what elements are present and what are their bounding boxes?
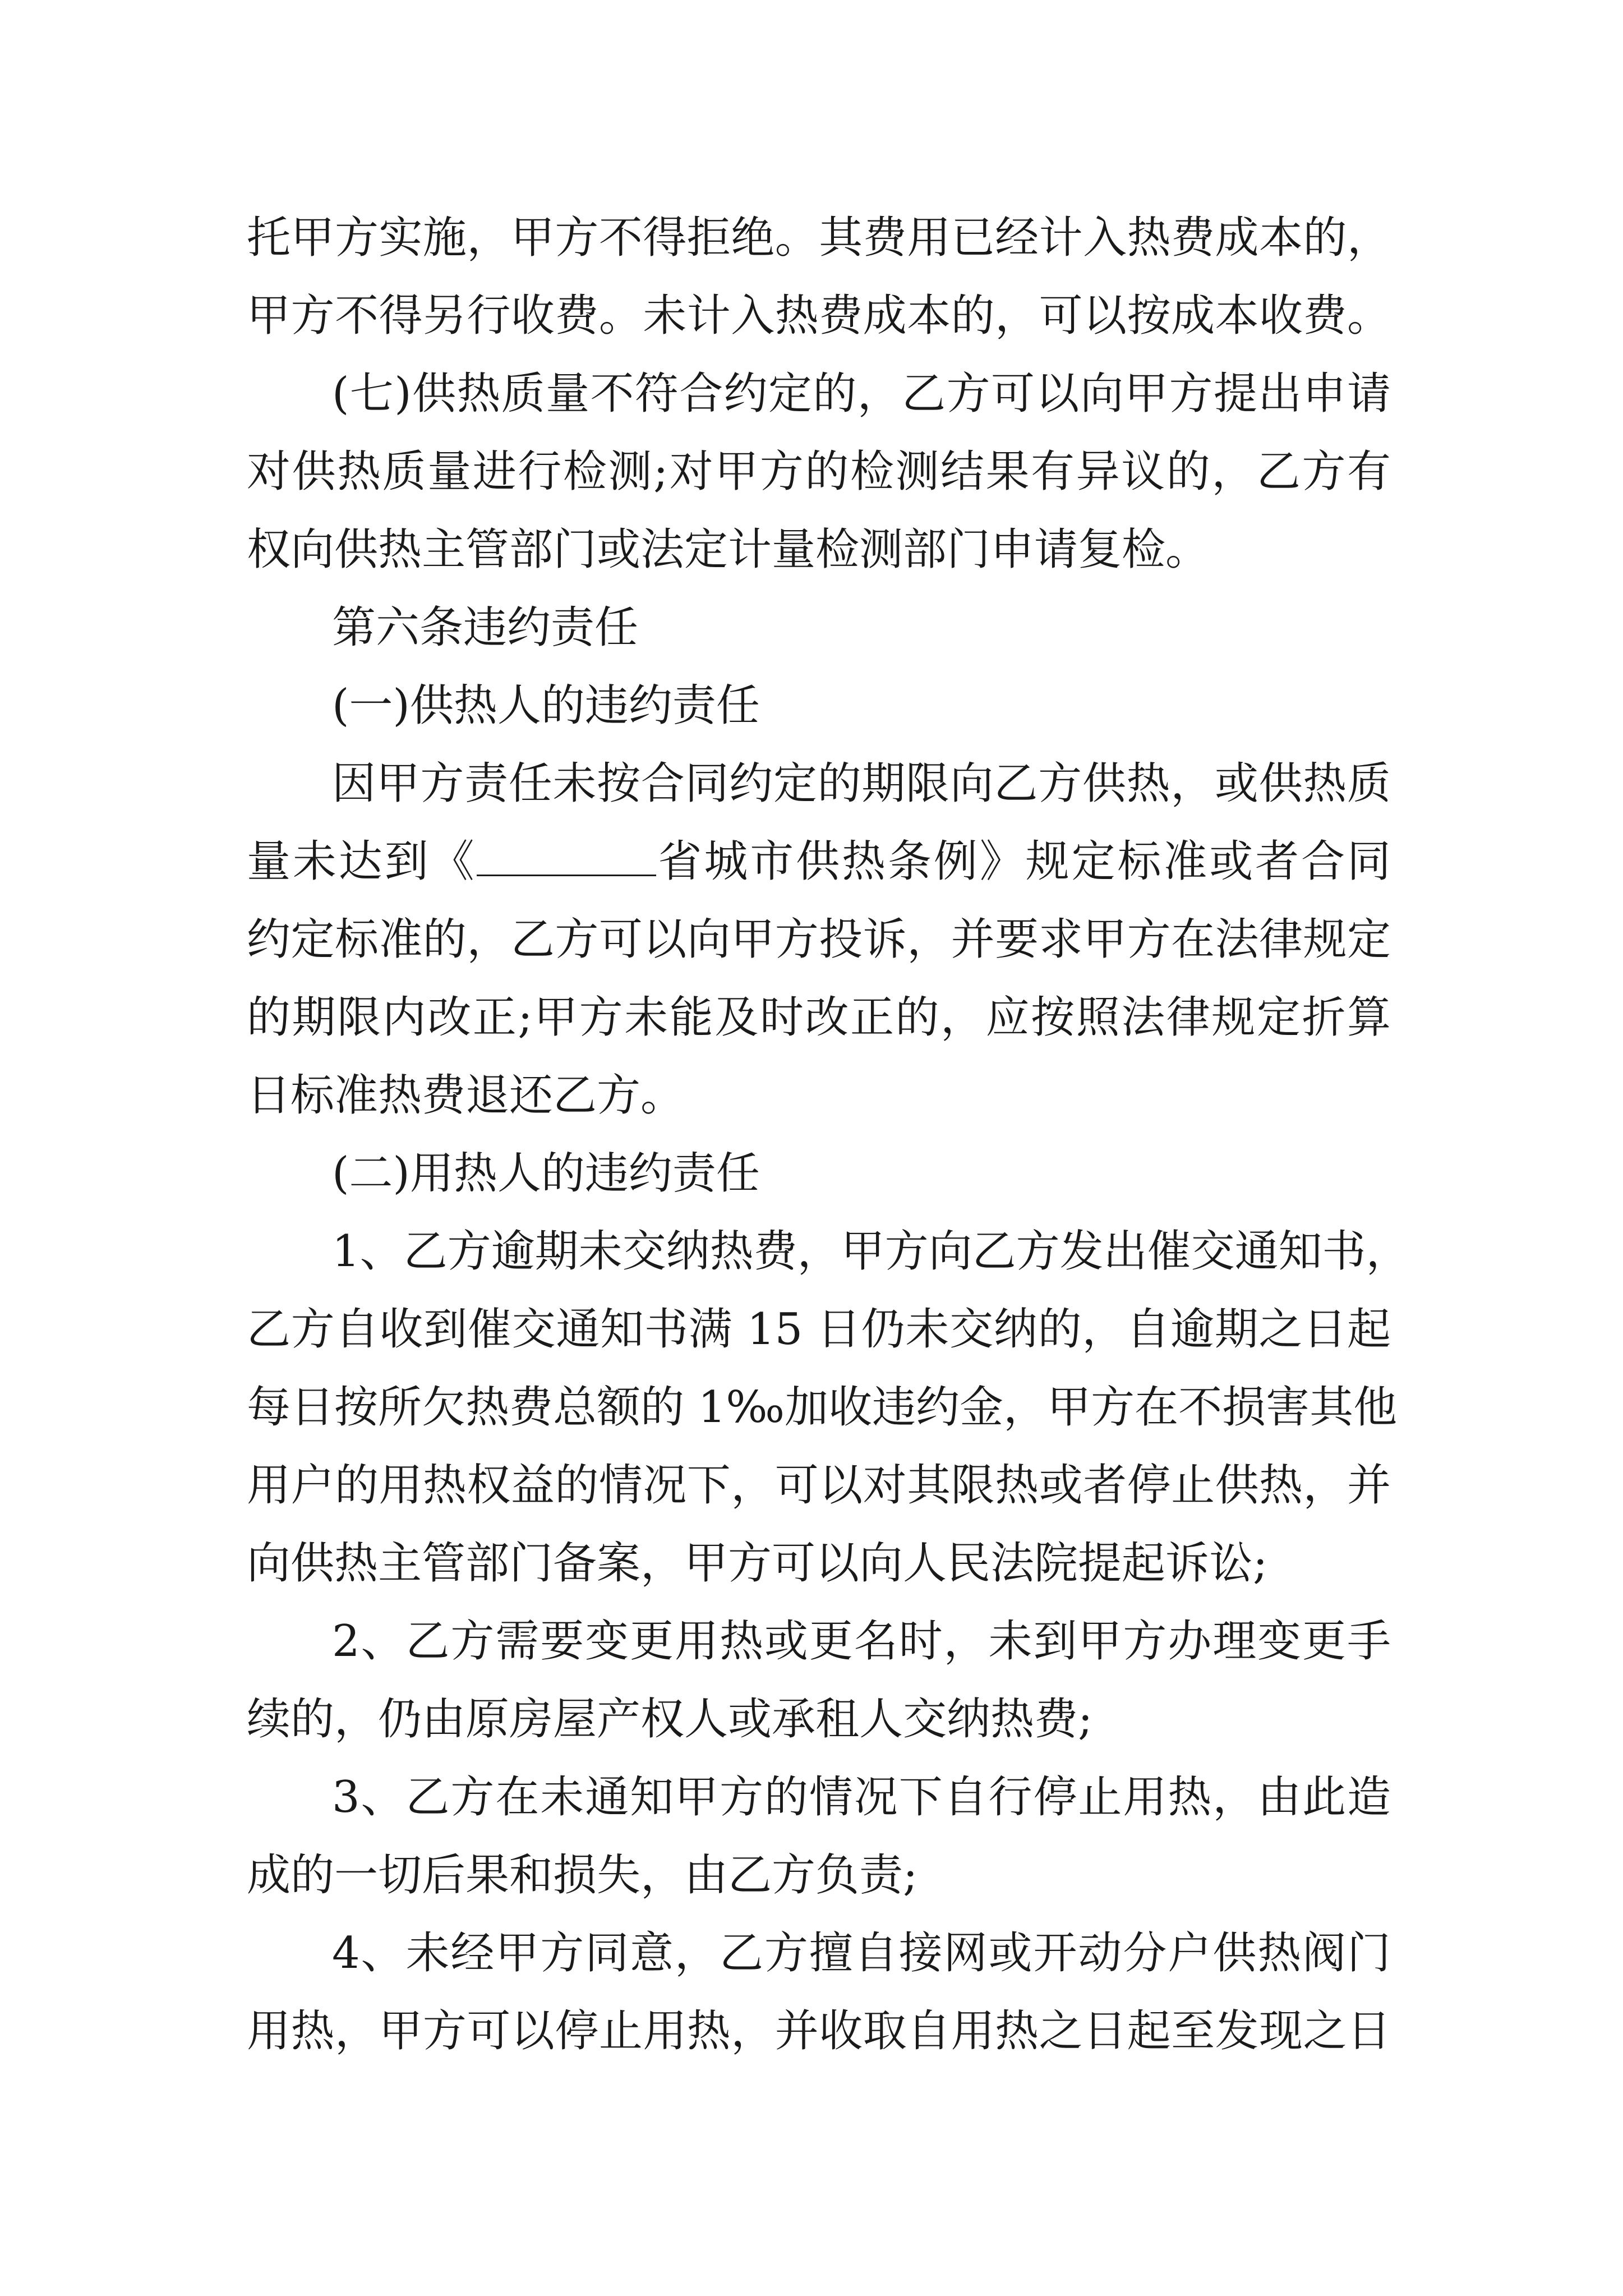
text-line: 约定标准的，乙方可以向甲方投诉，并要求甲方在法律规定 xyxy=(247,914,1391,965)
blank-underline xyxy=(477,841,656,876)
item-one: 1、乙方逾期未交纳热费，甲方向乙方发出催交通知书， xyxy=(332,1226,1410,1277)
text-line-with-blank xyxy=(247,823,1391,901)
text-line: 甲方不得另行收费。未计入热费成本的，可以按成本收费。 xyxy=(247,291,1391,341)
text-line: 因甲方责任未按合同约定的期限向乙方供热，或供热质 xyxy=(332,758,1391,809)
text-line: 的期限内改正;甲方未能及时改正的，应按照法律规定折算 xyxy=(247,992,1391,1043)
article-six-heading: 第六条违约责任 xyxy=(332,602,639,653)
item-two: 2、乙方需要变更用热或更名时，未到甲方办理变更手 xyxy=(332,1616,1391,1667)
text-line: 每日按所欠热费总额的 1‰加收违约金，甲方在不损害其他 xyxy=(247,1382,1398,1433)
text-segment: 量未达到《 xyxy=(247,836,477,887)
text-line: 日标准热费退还乙方。 xyxy=(247,1070,685,1121)
text-line: 向供热主管部门备案，甲方可以向人民法院提起诉讼; xyxy=(247,1538,1268,1589)
text-line: 用户的用热权益的情况下，可以对其限热或者停止供热，并 xyxy=(247,1460,1391,1511)
text-line: 用热，甲方可以停止用热，并收取自用热之日起至发现之日 xyxy=(247,2006,1391,2056)
section-heading-supplier: (一)供热人的违约责任 xyxy=(332,680,760,731)
text-line: 成的一切后果和损失，由乙方负责; xyxy=(247,1850,918,1901)
document-page xyxy=(247,199,1410,2070)
text-line: 续的，仍由原房屋产权人或承租人交纳热费; xyxy=(247,1694,1093,1745)
clause-seven: (七)供热质量不符合约定的，乙方可以向甲方提出申请 xyxy=(332,369,1391,419)
item-four: 4、未经甲方同意，乙方擅自接网或开动分户供热阀门 xyxy=(332,1928,1391,1978)
text-line: 权向供热主管部门或法定计量检测部门申请复检。 xyxy=(247,524,1210,575)
text-line: 对供热质量进行检测;对甲方的检测结果有异议的，乙方有 xyxy=(247,447,1391,497)
text-segment: 省城市供热条例》规定标准或者合同 xyxy=(656,836,1391,887)
text-line: 乙方自收到催交通知书满 15 日仍未交纳的，自逾期之日起 xyxy=(247,1304,1391,1355)
section-heading-user: (二)用热人的违约责任 xyxy=(332,1148,760,1199)
item-three: 3、乙方在未通知甲方的情况下自行停止用热，由此造 xyxy=(332,1772,1391,1823)
text-line: 托甲方实施，甲方不得拒绝。其费用已经计入热费成本的， xyxy=(247,213,1391,263)
